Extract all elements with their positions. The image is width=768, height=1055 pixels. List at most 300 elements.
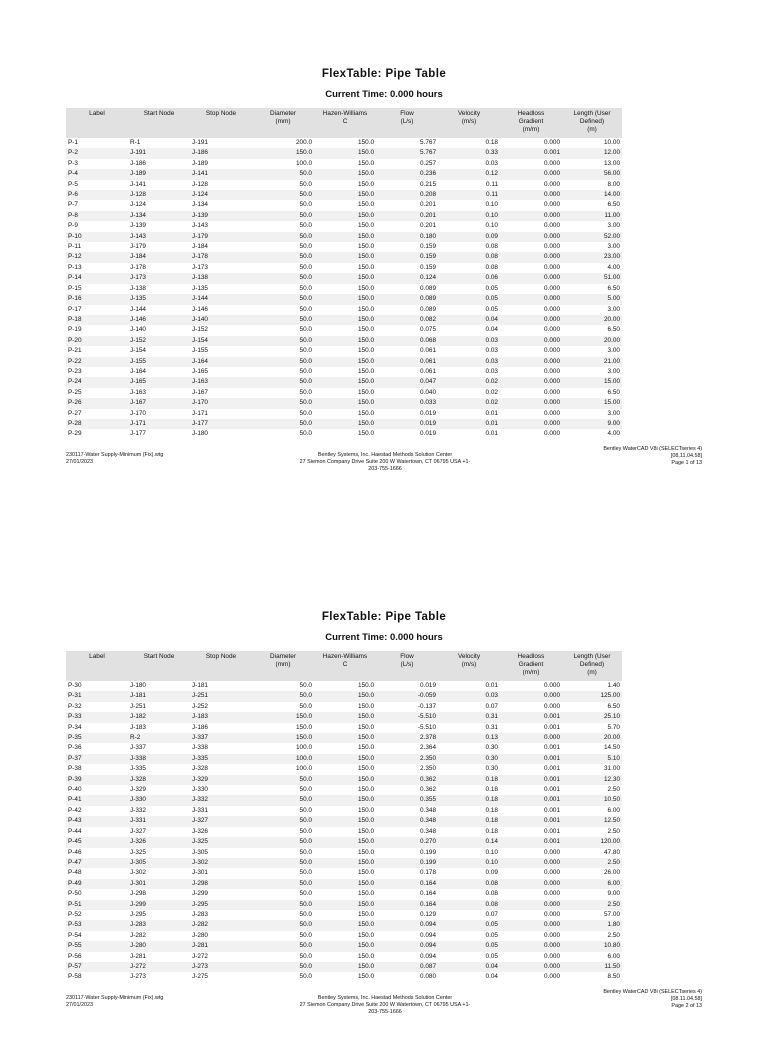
cell-stop-node: J-164 [190, 357, 252, 367]
cell-start-node: J-138 [128, 284, 190, 294]
cell-stop-node: J-283 [190, 910, 252, 920]
table-row [66, 377, 622, 387]
cell-label: P-32 [66, 702, 128, 712]
cell-headloss-gradient: 0.000 [500, 941, 562, 951]
table-row [66, 232, 622, 242]
cell-stop-node: J-143 [190, 221, 252, 231]
cell-diameter: 150.0 [252, 733, 314, 743]
cell-flow: 0.201 [376, 211, 438, 221]
cell-start-node: J-305 [128, 858, 190, 868]
cell-flow: 5.767 [376, 148, 438, 158]
cell-length: 9.00 [562, 419, 622, 429]
column-header-hazen-williams-c [314, 651, 376, 681]
cell-diameter: 50.0 [252, 409, 314, 419]
cell-label: P-23 [66, 367, 128, 377]
cell-stop-node: J-177 [190, 419, 252, 429]
cell-start-node: J-186 [128, 159, 190, 169]
pipe-table [66, 651, 622, 983]
cell-label: P-51 [66, 900, 128, 910]
cell-headloss-gradient: 0.000 [500, 879, 562, 889]
footer-company-line1: Bentley Systems, Inc. Haestad Methods Solution Center [317, 995, 453, 1001]
cell-headloss-gradient: 0.000 [500, 305, 562, 315]
cell-label: P-43 [66, 816, 128, 826]
cell-velocity: 0.33 [438, 148, 500, 158]
cell-start-node: J-152 [128, 336, 190, 346]
column-header-headloss-gradient [500, 651, 562, 681]
cell-start-node: J-180 [128, 681, 190, 691]
cell-label: P-8 [66, 211, 128, 221]
cell-stop-node: J-163 [190, 377, 252, 387]
cell-start-node: J-154 [128, 346, 190, 356]
cell-start-node: J-178 [128, 263, 190, 273]
cell-label: P-48 [66, 868, 128, 878]
cell-velocity: 0.02 [438, 377, 500, 387]
column-header-text: Hazen-Williams [322, 653, 368, 660]
cell-headloss-gradient: 0.000 [500, 681, 562, 691]
cell-velocity: 0.18 [438, 775, 500, 785]
cell-diameter: 50.0 [252, 232, 314, 242]
cell-length: 12.30 [562, 775, 622, 785]
cell-length: 2.50 [562, 900, 622, 910]
cell-velocity: 0.18 [438, 816, 500, 826]
table-row [66, 931, 622, 941]
cell-headloss-gradient: 0.001 [500, 806, 562, 816]
cell-length: 15.00 [562, 377, 622, 387]
cell-hazen-williams-c: 150.0 [314, 941, 376, 951]
cell-length: 23.00 [562, 252, 622, 262]
footer-page-number: Page 1 of 13 [671, 460, 702, 466]
cell-flow: 0.094 [376, 920, 438, 930]
cell-diameter: 50.0 [252, 941, 314, 951]
cell-length: 47.80 [562, 848, 622, 858]
cell-stop-node: J-280 [190, 931, 252, 941]
cell-length: 51.00 [562, 273, 622, 283]
column-header-text: Diameter [270, 110, 296, 117]
table-row [66, 138, 622, 148]
cell-velocity: 0.04 [438, 962, 500, 972]
cell-flow: 0.362 [376, 785, 438, 795]
table-row [66, 190, 622, 200]
cell-length: 10.80 [562, 941, 622, 951]
cell-diameter: 50.0 [252, 367, 314, 377]
table-row [66, 325, 622, 335]
cell-stop-node: J-331 [190, 806, 252, 816]
cell-velocity: 0.01 [438, 409, 500, 419]
cell-headloss-gradient: 0.000 [500, 346, 562, 356]
cell-stop-node: J-152 [190, 325, 252, 335]
cell-stop-node: J-275 [190, 972, 252, 982]
cell-diameter: 50.0 [252, 315, 314, 325]
table-row [66, 754, 622, 764]
cell-hazen-williams-c: 150.0 [314, 764, 376, 774]
cell-headloss-gradient: 0.000 [500, 336, 562, 346]
cell-stop-node: J-332 [190, 795, 252, 805]
cell-flow: -0.059 [376, 691, 438, 701]
footer-company-line3: 203-755-1666 [368, 466, 402, 472]
current-time-subtitle: Current Time: 0.000 hours [325, 632, 443, 643]
cell-start-node: J-328 [128, 775, 190, 785]
cell-start-node: J-189 [128, 169, 190, 179]
cell-label: P-10 [66, 232, 128, 242]
cell-start-node: J-134 [128, 211, 190, 221]
cell-hazen-williams-c: 150.0 [314, 357, 376, 367]
cell-start-node: J-325 [128, 848, 190, 858]
cell-hazen-williams-c: 150.0 [314, 743, 376, 753]
table-row [66, 357, 622, 367]
cell-diameter: 50.0 [252, 200, 314, 210]
cell-flow: -5.510 [376, 712, 438, 722]
cell-headloss-gradient: 0.000 [500, 138, 562, 148]
cell-hazen-williams-c: 150.0 [314, 816, 376, 826]
column-header-label [66, 108, 128, 138]
cell-stop-node: J-252 [190, 702, 252, 712]
cell-stop-node: J-298 [190, 879, 252, 889]
cell-headloss-gradient: 0.000 [500, 388, 562, 398]
cell-length: 10.50 [562, 795, 622, 805]
table-row [66, 315, 622, 325]
cell-velocity: 0.08 [438, 263, 500, 273]
cell-label: P-44 [66, 827, 128, 837]
cell-stop-node: J-155 [190, 346, 252, 356]
table-header-row [66, 651, 622, 681]
cell-hazen-williams-c: 150.0 [314, 910, 376, 920]
cell-label: P-42 [66, 806, 128, 816]
cell-stop-node: J-141 [190, 169, 252, 179]
column-header-text: Flow [400, 653, 414, 660]
cell-hazen-williams-c: 150.0 [314, 232, 376, 242]
column-header-text: Headloss [517, 110, 545, 117]
cell-velocity: 0.30 [438, 754, 500, 764]
cell-velocity: 0.30 [438, 743, 500, 753]
cell-flow: 0.047 [376, 377, 438, 387]
cell-label: P-7 [66, 200, 128, 210]
cell-length: 57.00 [562, 910, 622, 920]
cell-diameter: 50.0 [252, 419, 314, 429]
cell-label: P-50 [66, 889, 128, 899]
table-row [66, 743, 622, 753]
footer-version: [08.11.04.58] [670, 996, 702, 1002]
column-header-text: (m) [587, 669, 597, 677]
cell-hazen-williams-c: 150.0 [314, 879, 376, 889]
cell-flow: -0.137 [376, 702, 438, 712]
column-header-velocity [438, 108, 500, 138]
cell-flow: 2.378 [376, 733, 438, 743]
cell-stop-node: J-139 [190, 211, 252, 221]
cell-velocity: 0.08 [438, 889, 500, 899]
cell-hazen-williams-c: 150.0 [314, 785, 376, 795]
pipe-table [66, 108, 622, 440]
cell-length: 1.40 [562, 681, 622, 691]
cell-length: 52.00 [562, 232, 622, 242]
cell-label: P-52 [66, 910, 128, 920]
cell-label: P-21 [66, 346, 128, 356]
cell-start-node: J-295 [128, 910, 190, 920]
cell-stop-node: J-128 [190, 180, 252, 190]
cell-label: P-29 [66, 429, 128, 439]
cell-diameter: 50.0 [252, 691, 314, 701]
cell-flow: -5.510 [376, 723, 438, 733]
cell-length: 2.50 [562, 785, 622, 795]
cell-stop-node: J-173 [190, 263, 252, 273]
cell-velocity: 0.05 [438, 941, 500, 951]
column-header-text: Stop Node [205, 653, 237, 660]
footer-file-info [66, 995, 163, 1009]
column-header-diameter [252, 651, 314, 681]
cell-label: P-34 [66, 723, 128, 733]
cell-flow: 0.040 [376, 388, 438, 398]
cell-length: 6.50 [562, 702, 622, 712]
table-row [66, 200, 622, 210]
cell-length: 3.00 [562, 221, 622, 231]
cell-velocity: 0.10 [438, 858, 500, 868]
cell-flow: 0.355 [376, 795, 438, 805]
cell-diameter: 50.0 [252, 190, 314, 200]
cell-headloss-gradient: 0.000 [500, 962, 562, 972]
cell-label: P-20 [66, 336, 128, 346]
cell-label: P-53 [66, 920, 128, 930]
cell-diameter: 50.0 [252, 837, 314, 847]
cell-label: P-45 [66, 837, 128, 847]
cell-flow: 0.087 [376, 962, 438, 972]
cell-diameter: 50.0 [252, 377, 314, 387]
cell-diameter: 50.0 [252, 785, 314, 795]
cell-length: 13.00 [562, 159, 622, 169]
table-row [66, 429, 622, 439]
cell-length: 5.70 [562, 723, 622, 733]
cell-flow: 0.061 [376, 346, 438, 356]
cell-stop-node: J-184 [190, 242, 252, 252]
cell-velocity: 0.31 [438, 723, 500, 733]
cell-label: P-12 [66, 252, 128, 262]
cell-velocity: 0.03 [438, 691, 500, 701]
cell-diameter: 150.0 [252, 148, 314, 158]
cell-stop-node: J-183 [190, 712, 252, 722]
cell-headloss-gradient: 0.000 [500, 702, 562, 712]
cell-start-node: J-326 [128, 837, 190, 847]
cell-start-node: J-141 [128, 180, 190, 190]
cell-flow: 2.364 [376, 743, 438, 753]
cell-flow: 0.019 [376, 681, 438, 691]
table-row [66, 775, 622, 785]
cell-hazen-williams-c: 150.0 [314, 159, 376, 169]
cell-diameter: 50.0 [252, 180, 314, 190]
cell-velocity: 0.03 [438, 159, 500, 169]
cell-headloss-gradient: 0.000 [500, 691, 562, 701]
cell-label: P-4 [66, 169, 128, 179]
cell-stop-node: J-178 [190, 252, 252, 262]
column-header-text: Hazen-Williams [322, 110, 368, 117]
cell-length: 4.00 [562, 263, 622, 273]
cell-flow: 0.089 [376, 294, 438, 304]
cell-start-node: J-165 [128, 377, 190, 387]
column-header-text: Defined) [579, 661, 605, 669]
column-header-text: Label [89, 110, 105, 117]
column-header-length [562, 651, 622, 681]
cell-velocity: 0.04 [438, 972, 500, 982]
table-row [66, 920, 622, 930]
cell-velocity: 0.11 [438, 180, 500, 190]
cell-diameter: 50.0 [252, 346, 314, 356]
cell-label: P-19 [66, 325, 128, 335]
cell-headloss-gradient: 0.000 [500, 952, 562, 962]
table-row [66, 691, 622, 701]
table-row [66, 398, 622, 408]
column-header-text: C [342, 118, 348, 126]
cell-label: P-26 [66, 398, 128, 408]
cell-headloss-gradient: 0.000 [500, 920, 562, 930]
cell-flow: 0.159 [376, 263, 438, 273]
cell-start-node: J-283 [128, 920, 190, 930]
cell-hazen-williams-c: 150.0 [314, 325, 376, 335]
cell-velocity: 0.08 [438, 879, 500, 889]
cell-label: P-54 [66, 931, 128, 941]
cell-stop-node: J-186 [190, 148, 252, 158]
cell-diameter: 50.0 [252, 910, 314, 920]
cell-headloss-gradient: 0.000 [500, 357, 562, 367]
cell-stop-node: J-124 [190, 190, 252, 200]
cell-label: P-18 [66, 315, 128, 325]
table-row [66, 409, 622, 419]
cell-label: P-38 [66, 764, 128, 774]
cell-velocity: 0.01 [438, 429, 500, 439]
cell-stop-node: J-134 [190, 200, 252, 210]
cell-velocity: 0.31 [438, 712, 500, 722]
cell-hazen-williams-c: 150.0 [314, 962, 376, 972]
cell-label: P-30 [66, 681, 128, 691]
column-header-stop-node [190, 108, 252, 138]
cell-headloss-gradient: 0.000 [500, 409, 562, 419]
cell-flow: 0.164 [376, 889, 438, 899]
table-row [66, 785, 622, 795]
cell-velocity: 0.03 [438, 367, 500, 377]
cell-headloss-gradient: 0.000 [500, 429, 562, 439]
cell-hazen-williams-c: 150.0 [314, 889, 376, 899]
cell-headloss-gradient: 0.000 [500, 180, 562, 190]
cell-velocity: 0.10 [438, 200, 500, 210]
cell-length: 3.00 [562, 409, 622, 419]
table-row [66, 962, 622, 972]
cell-hazen-williams-c: 150.0 [314, 148, 376, 158]
cell-diameter: 50.0 [252, 284, 314, 294]
cell-velocity: 0.10 [438, 211, 500, 221]
table-row [66, 702, 622, 712]
cell-start-node: J-298 [128, 889, 190, 899]
cell-start-node: J-143 [128, 232, 190, 242]
cell-stop-node: J-337 [190, 733, 252, 743]
cell-diameter: 150.0 [252, 712, 314, 722]
column-header-text: (m/s) [461, 118, 477, 126]
cell-diameter: 50.0 [252, 972, 314, 982]
cell-flow: 0.075 [376, 325, 438, 335]
footer-product-info [603, 446, 702, 467]
cell-label: P-39 [66, 775, 128, 785]
cell-hazen-williams-c: 150.0 [314, 723, 376, 733]
cell-diameter: 50.0 [252, 325, 314, 335]
cell-diameter: 50.0 [252, 858, 314, 868]
cell-label: P-31 [66, 691, 128, 701]
cell-diameter: 50.0 [252, 879, 314, 889]
cell-stop-node: J-144 [190, 294, 252, 304]
column-header-text: Stop Node [205, 110, 237, 117]
column-header-hazen-williams-c [314, 108, 376, 138]
cell-hazen-williams-c: 150.0 [314, 398, 376, 408]
cell-headloss-gradient: 0.000 [500, 294, 562, 304]
cell-diameter: 50.0 [252, 889, 314, 899]
footer-product: Bentley WaterCAD V8i (SELECTseries 4) [603, 446, 702, 452]
cell-diameter: 50.0 [252, 848, 314, 858]
table-row [66, 712, 622, 722]
cell-headloss-gradient: 0.000 [500, 733, 562, 743]
cell-hazen-williams-c: 150.0 [314, 211, 376, 221]
cell-start-node: J-302 [128, 868, 190, 878]
cell-diameter: 50.0 [252, 169, 314, 179]
cell-diameter: 50.0 [252, 962, 314, 972]
table-row [66, 827, 622, 837]
cell-diameter: 50.0 [252, 931, 314, 941]
cell-flow: 0.348 [376, 827, 438, 837]
column-header-text: Gradient [518, 661, 544, 669]
cell-hazen-williams-c: 150.0 [314, 806, 376, 816]
cell-flow: 0.201 [376, 221, 438, 231]
cell-stop-node: J-305 [190, 848, 252, 858]
cell-diameter: 50.0 [252, 336, 314, 346]
cell-flow: 0.094 [376, 931, 438, 941]
cell-hazen-williams-c: 150.0 [314, 775, 376, 785]
cell-label: P-37 [66, 754, 128, 764]
table-row [66, 723, 622, 733]
cell-diameter: 50.0 [252, 952, 314, 962]
cell-velocity: 0.04 [438, 325, 500, 335]
cell-diameter: 50.0 [252, 900, 314, 910]
cell-velocity: 0.05 [438, 305, 500, 315]
cell-label: P-2 [66, 148, 128, 158]
cell-hazen-williams-c: 150.0 [314, 733, 376, 743]
cell-length: 6.00 [562, 879, 622, 889]
cell-flow: 0.061 [376, 367, 438, 377]
cell-label: P-1 [66, 138, 128, 148]
cell-hazen-williams-c: 150.0 [314, 837, 376, 847]
cell-diameter: 50.0 [252, 920, 314, 930]
column-header-text: Length (User [573, 653, 611, 660]
column-header-start-node [128, 651, 190, 681]
cell-length: 11.50 [562, 962, 622, 972]
cell-length: 21.00 [562, 357, 622, 367]
cell-start-node: J-171 [128, 419, 190, 429]
cell-hazen-williams-c: 150.0 [314, 273, 376, 283]
cell-start-node: J-177 [128, 429, 190, 439]
cell-flow: 0.033 [376, 398, 438, 408]
cell-flow: 0.068 [376, 336, 438, 346]
cell-velocity: 0.18 [438, 795, 500, 805]
cell-stop-node: J-186 [190, 723, 252, 733]
cell-headloss-gradient: 0.000 [500, 273, 562, 283]
cell-stop-node: J-138 [190, 273, 252, 283]
cell-length: 6.50 [562, 200, 622, 210]
cell-velocity: 0.05 [438, 931, 500, 941]
column-header-text: (L/s) [400, 118, 414, 126]
cell-stop-node: J-189 [190, 159, 252, 169]
table-row [66, 764, 622, 774]
page-title: FlexTable: Pipe Table [321, 611, 447, 623]
table-row [66, 941, 622, 951]
cell-flow: 0.094 [376, 941, 438, 951]
cell-headloss-gradient: 0.001 [500, 712, 562, 722]
cell-diameter: 50.0 [252, 263, 314, 273]
cell-velocity: 0.05 [438, 920, 500, 930]
cell-flow: 0.124 [376, 273, 438, 283]
footer-company-info [270, 452, 500, 473]
cell-hazen-williams-c: 150.0 [314, 920, 376, 930]
